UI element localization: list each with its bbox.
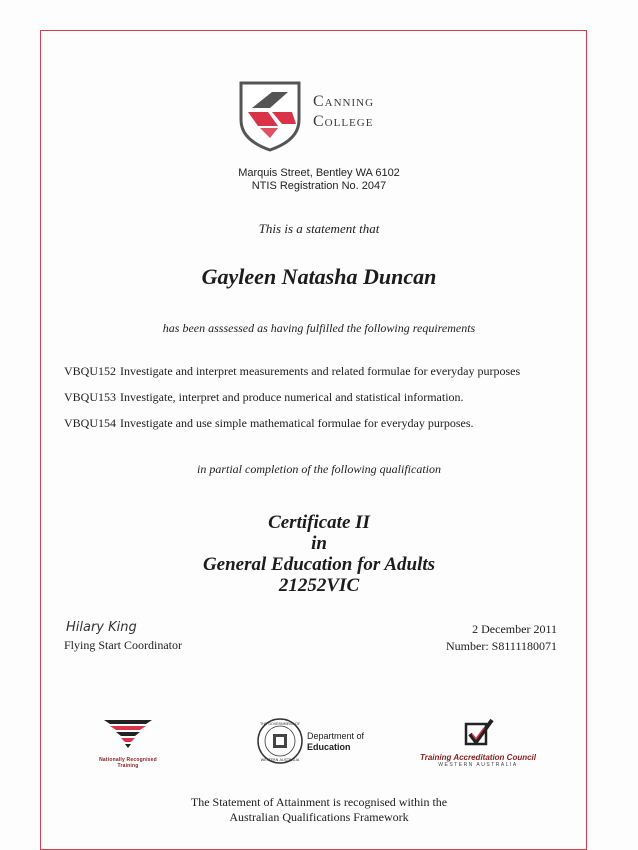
units-list (64, 364, 520, 442)
unit-title: Investigate, interpret and produce numerical and statistical information. (120, 390, 464, 404)
unit-code: VBQU152 (64, 364, 117, 378)
assessed-text: has been asssessed as having fulfilled the following requirements (162, 321, 476, 335)
unit-item (64, 416, 520, 442)
tac-checkmark-icon (462, 718, 494, 748)
footer-line2: Australian Qualifications Framework (229, 810, 409, 824)
unit-code: VBQU153 (64, 390, 117, 404)
qualification-line1: Certificate II (268, 512, 370, 533)
college-address (0, 167, 638, 193)
statement-intro: This is a statement that (258, 221, 380, 236)
college-name (313, 92, 374, 132)
doe-line2: Education (307, 742, 351, 752)
signature: Hilary King (66, 620, 137, 635)
nrt-line1: Nationally Recognised (99, 757, 157, 763)
qualification-code: 21252VIC (278, 575, 360, 596)
address-line1: Marquis Street, Bentley WA 6102 (238, 167, 400, 179)
college-name-line1: Canning (313, 93, 375, 110)
qualification-title (0, 512, 638, 596)
registration-number: NTIS Registration No. 2047 (251, 180, 387, 192)
partial-completion-text: in partial completion of the following qualification (197, 462, 441, 476)
footer-line1: The Statement of Attainment is recognised within the (190, 795, 448, 809)
tac-subtitle: WESTERN AUSTRALIA (438, 762, 518, 768)
certificate-number: Number: S8111180071 (446, 639, 557, 653)
tac-title: Training Accreditation Council (419, 753, 536, 762)
unit-item (64, 364, 520, 390)
nrt-triangle-icon (102, 718, 154, 752)
department-of-education-label (307, 731, 364, 753)
seal-bottom-text: WESTERN AUSTRALIA (260, 758, 300, 762)
canning-college-logo-icon (238, 80, 302, 152)
unit-title: Investigate and interpret measurements and related formulae for everyday purposes (120, 364, 521, 378)
signatory-role: Flying Start Coordinator (64, 638, 182, 652)
issue-date: 2 December 2011 (472, 622, 557, 636)
government-seal-icon (256, 717, 304, 765)
tac-logo (418, 718, 538, 768)
unit-title: Investigate and use simple mathematical formulae for everyday purposes. (120, 416, 474, 430)
qualification-line3: General Education for Adults (202, 554, 436, 575)
aqf-statement (0, 795, 638, 825)
unit-item (64, 390, 520, 416)
recipient-name: Gayleen Natasha Duncan (201, 264, 437, 289)
seal-top-text: THE GOVERNMENT OF (259, 722, 301, 726)
doe-line1: Department of (307, 731, 365, 741)
nrt-logo (96, 718, 160, 769)
nrt-line2: Training (117, 763, 139, 769)
unit-code: VBQU154 (64, 416, 117, 430)
qualification-line2: in (311, 533, 327, 554)
college-name-line2: College (313, 113, 374, 130)
